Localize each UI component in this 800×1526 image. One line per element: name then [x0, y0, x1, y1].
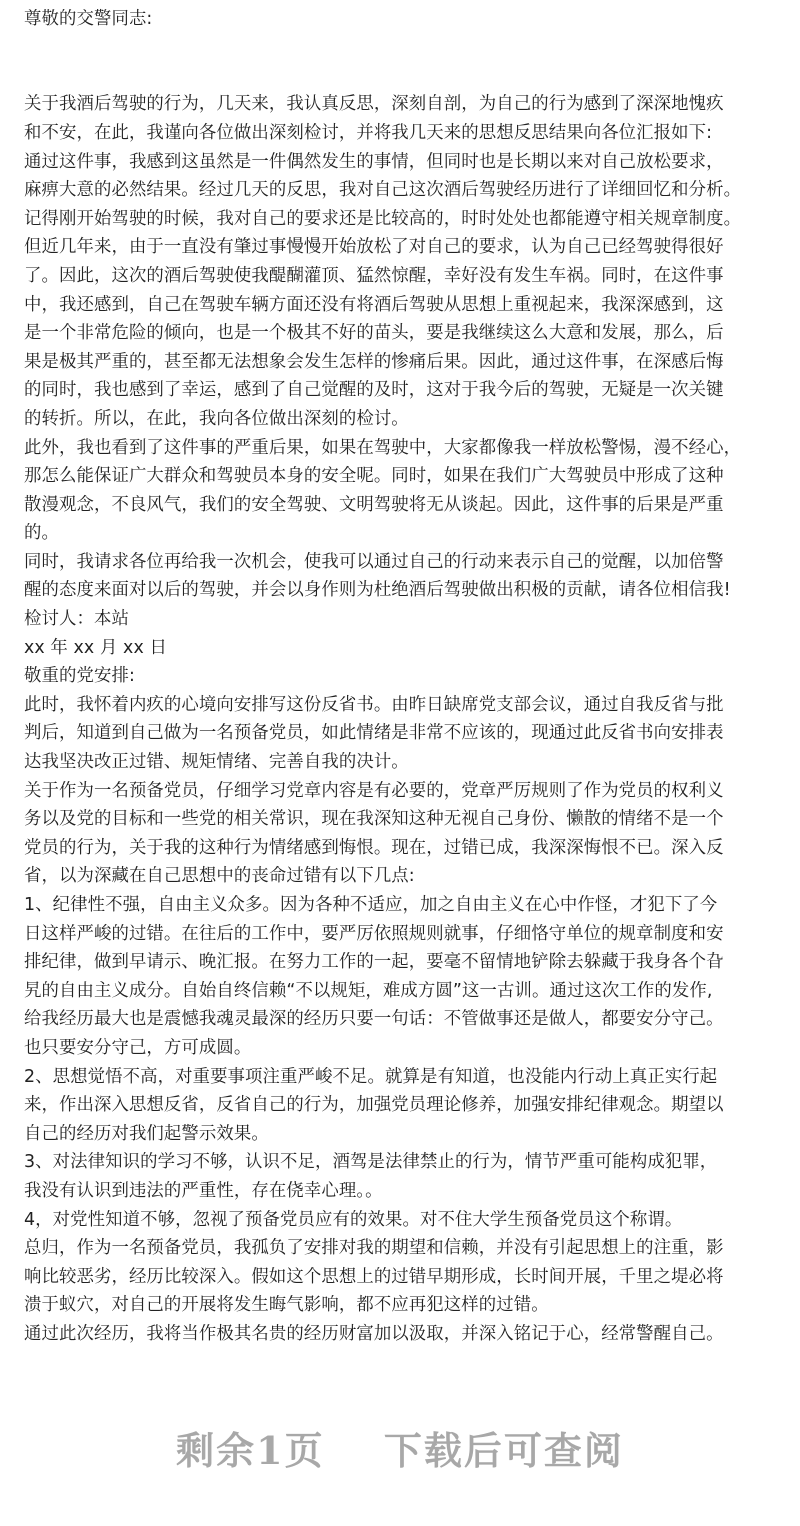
text-line: 同时，我请求各位再给我一次机会，使我可以通过自己的行动来表示自己的觉醒，以加倍警 — [24, 551, 724, 572]
text-line: 党员的行为，关于我的这种行为情绪感到悔恨。现在，过错已成，我深深悔恨不已。深入反 — [24, 837, 724, 858]
text-line — [24, 62, 794, 91]
text-line: 溃于蚁穴，对自己的开展将发生晦气影响，都不应再犯这样的过错。 — [24, 1295, 549, 1316]
text-line: 关于作为一名预备党员，仔细学习党章内容是有必要的，党章严厉规则了作为党员的权利义 — [24, 780, 724, 801]
text-line: 是一个非常危险的倾向，也是一个极其不好的苗头，要是我继续这么大意和发展，那么，后 — [24, 323, 724, 344]
document-body — [24, 0, 794, 1349]
text-line: 省，以为深藏在自己思想中的丧命过错有以下几点: — [24, 866, 415, 887]
text-line: 自己的经历对我们起警示效果。 — [24, 1123, 269, 1144]
text-line: 记得刚开始驾驶的时候，我对自己的要求还是比较高的，时时处处也都能遵守相关规章制度。 — [24, 208, 742, 229]
text-line: 达我坚决改正过错、规矩情绪、完善自我的决计。 — [24, 752, 409, 773]
text-line: 此外，我也看到了这件事的严重后果，如果在驾驶中，大家都像我一样放松警惕，漫不经心， — [24, 437, 742, 458]
text-line: 此时，我怀着内疚的心境向安排写这份反省书。由昨日缺席党支部会议，通过自我反省与批 — [24, 694, 724, 715]
text-line: 4，对党性知道不够，忽视了预备党员应有的效果。对不住大学生预备党员这个称谓。 — [24, 1209, 683, 1230]
download-prompt-banner[interactable] — [0, 1420, 800, 1475]
text-line: 关于我酒后驾驶的行为，几天来，我认真反思，深刻自剖，为自己的行为感到了深深地愧疚 — [24, 94, 724, 115]
text-line: 通过此次经历，我将当作极其名贵的经历财富加以汲取，并深入铭记于心，经常警醒自己。 — [24, 1323, 724, 1344]
text-line: 我没有认识到违法的严重性，存在侥幸心理。。 — [24, 1180, 383, 1201]
text-line: 给我经历最大也是震憾我魂灵最深的经历只要一句话：不管做事还是做人，都要安分守己。 — [24, 1009, 724, 1030]
text-line: 但近几年来，由于一直没有肇过事慢慢开始放松了对自己的要求，认为自己已经驾驶得很好 — [24, 237, 724, 258]
text-line: 也只要安分守己，方可成圆。 — [24, 1037, 252, 1058]
text-line: 3、对法律知识的学习不够，认识不足，酒驾是法律禁止的行为，情节严重可能构成犯罪， — [24, 1152, 718, 1173]
text-line: xx 年 xx 月 xx 日 — [24, 637, 167, 658]
text-line: 醒的态度来面对以后的驾驶，并会以身作则为杜绝酒后驾驶做出积极的贡献，请各位相信我! — [24, 580, 731, 601]
text-line: 的。 — [24, 523, 59, 544]
text-line: 通过这件事，我感到这虽然是一件偶然发生的事情，但同时也是长期以来对自己放松要求， — [24, 151, 724, 172]
text-line: 那怎么能保证广大群众和驾驶员本身的安全呢。同时，如果在我们广大驾驶员中形成了这种 — [24, 466, 724, 487]
text-line: 敬重的党安排: — [24, 666, 135, 687]
text-line: 总归，作为一名预备党员，我孤负了安排对我的期望和信赖，并没有引起思想上的注重，影 — [24, 1238, 724, 1259]
text-line: 中，我还感到，自己在驾驶车辆方面还没有将酒后驾驶从思想上重视起来，我深深感到，这 — [24, 294, 724, 315]
text-line: 和不安，在此，我谨向各位做出深刻检讨，并将我几天来的思想反思结果向各位汇报如下: — [24, 122, 713, 143]
text-line: 响比较恶劣，经历比较深入。假如这个思想上的过错早期形成，长时间开展，千里之堤必将 — [24, 1266, 724, 1287]
text-line: 果是极其严重的，甚至都无法想象会发生怎样的惨痛后果。因此，通过这件事，在深感后悔 — [24, 351, 724, 372]
text-line: 日这样严峻的过错。在往后的工作中，要严厉依照规则就事，仔细恪守单位的规章制度和安 — [24, 923, 724, 944]
text-line: 2、思想觉悟不高，对重要事项注重严峻不足。就算是有知道，也没能内行动上真正实行起 — [24, 1066, 718, 1087]
text-line: 的转折。所以，在此，我向各位做出深刻的检讨。 — [24, 408, 409, 429]
text-line: 1、纪律性不强，自由主义众多。因为各种不适应，加之自由主义在心中作怪，才犯下了今 — [24, 895, 718, 915]
remaining-pages-label: 剩余1页 — [176, 1428, 325, 1473]
text-line: 麻痹大意的必然结果。经过几天的反思，我对自己这次酒后驾驶经历进行了详细回忆和分析。 — [24, 180, 742, 201]
text-line: 来，作出深入思想反省，反省自己的行为，加强党员理论修养，加强安排纪律观念。期望以 — [24, 1095, 724, 1116]
text-line — [24, 33, 794, 62]
text-line: 的同时，我也感到了幸运，感到了自己觉醒的及时，这对于我今后的驾驶，无疑是一次关键 — [24, 380, 724, 401]
text-line: 旯的自由主义成分。自始自终信赖“不以规矩，难成方圆”这一古训。通过这次工作的发作, — [24, 980, 713, 1001]
text-line: 检讨人：本站 — [24, 609, 129, 630]
text-line: 了。因此，这次的酒后驾驶使我醍醐灌顶、猛然惊醒，幸好没有发生车祸。同时，在这件事 — [24, 265, 724, 286]
download-to-view-label[interactable]: 下载后可查阅 — [383, 1428, 624, 1473]
text-line: 排纪律，做到早请示、晚汇报。在努力工作的一起，要毫不留情地铲除去躲藏于我身各个旮 — [24, 952, 724, 973]
text-line: 务以及党的目标和一些党的相关常识，现在我深知这种无视自己身份、懒散的情绪不是一个 — [24, 809, 724, 830]
text-line: 判后，知道到自己做为一名预备党员，如此情绪是非常不应该的，现通过此反省书向安排表 — [24, 723, 724, 744]
text-line: 尊敬的交警同志: — [24, 8, 153, 29]
text-line: 散漫观念，不良风气，我们的安全驾驶、文明驾驶将无从谈起。因此，这件事的后果是严重 — [24, 494, 724, 515]
